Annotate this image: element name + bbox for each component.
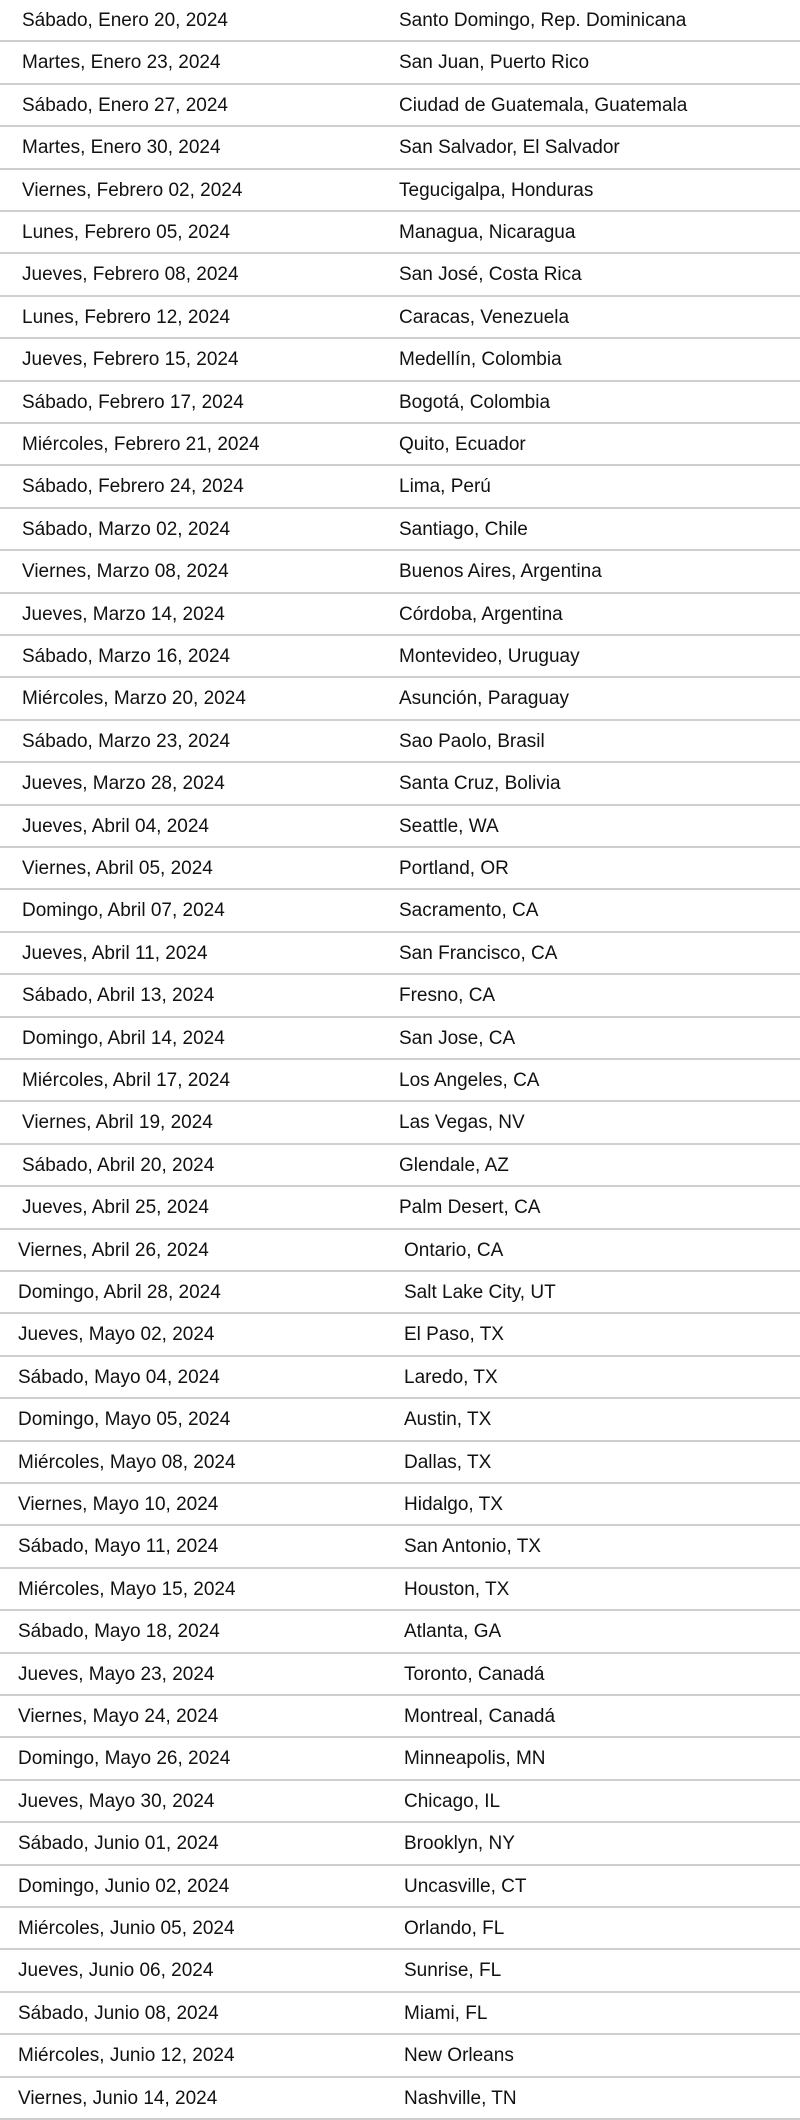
table-row bbox=[0, 1993, 800, 2035]
tour-city-cell: Austin, TX bbox=[404, 1409, 492, 1431]
table-row bbox=[0, 42, 800, 84]
tour-date-cell: Jueves, Abril 11, 2024 bbox=[22, 942, 208, 964]
tour-date-cell: Martes, Enero 30, 2024 bbox=[22, 137, 221, 159]
tour-date-cell: Sábado, Febrero 24, 2024 bbox=[22, 476, 244, 498]
tour-date-cell: Miércoles, Junio 05, 2024 bbox=[18, 1918, 235, 1939]
table-row bbox=[0, 1357, 800, 1399]
table-row bbox=[0, 1569, 800, 1611]
tour-city-cell: Montevideo, Uruguay bbox=[399, 646, 580, 667]
tour-date-cell: Miércoles, Mayo 08, 2024 bbox=[18, 1451, 236, 1473]
tour-city-cell: Medellín, Colombia bbox=[399, 349, 562, 371]
table-row bbox=[0, 1272, 800, 1314]
table-row bbox=[0, 297, 800, 339]
tour-city-cell: Managua, Nicaragua bbox=[399, 222, 576, 243]
tour-date-cell: Jueves, Mayo 02, 2024 bbox=[18, 1324, 215, 1346]
tour-city-cell: Hidalgo, TX bbox=[404, 1494, 503, 1515]
table-row bbox=[0, 2035, 800, 2077]
table-row bbox=[0, 763, 800, 805]
table-row bbox=[0, 975, 800, 1017]
tour-date-cell: Viernes, Abril 26, 2024 bbox=[18, 1239, 209, 1261]
table-row bbox=[0, 1654, 800, 1696]
table-row bbox=[0, 1908, 800, 1950]
tour-city-cell: Toronto, Canadá bbox=[404, 1663, 545, 1685]
tour-date-cell: Sábado, Mayo 18, 2024 bbox=[18, 1621, 220, 1643]
table-row bbox=[0, 1060, 800, 1102]
tour-city-cell: Córdoba, Argentina bbox=[399, 603, 563, 625]
tour-city-cell: Nashville, TN bbox=[404, 2087, 517, 2109]
tour-city-cell: San Jose, CA bbox=[399, 1027, 516, 1049]
tour-date-cell: Domingo, Junio 02, 2024 bbox=[18, 1875, 230, 1897]
table-row bbox=[0, 1950, 800, 1992]
tour-date-cell: Sábado, Marzo 23, 2024 bbox=[22, 730, 231, 752]
tour-city-cell: Ciudad de Guatemala, Guatemala bbox=[399, 94, 688, 116]
tour-date-cell: Viernes, Abril 19, 2024 bbox=[22, 1112, 213, 1134]
tour-date-cell: Viernes, Febrero 02, 2024 bbox=[22, 179, 243, 201]
tour-date-cell: Sábado, Junio 08, 2024 bbox=[18, 2002, 219, 2024]
table-row bbox=[0, 636, 800, 678]
tour-city-cell: San Salvador, El Salvador bbox=[399, 137, 620, 159]
tour-date-cell: Jueves, Marzo 28, 2024 bbox=[22, 773, 225, 795]
table-row bbox=[0, 1145, 800, 1187]
table-row bbox=[0, 1611, 800, 1653]
table-row bbox=[0, 1738, 800, 1780]
table-row bbox=[0, 1866, 800, 1908]
table-row bbox=[0, 721, 800, 763]
table-row bbox=[0, 678, 800, 720]
table-row bbox=[0, 1399, 800, 1441]
tour-city-cell: Houston, TX bbox=[404, 1578, 510, 1600]
table-row bbox=[0, 2078, 800, 2120]
table-row bbox=[0, 551, 800, 593]
table-row bbox=[0, 806, 800, 848]
tour-date-cell: Domingo, Mayo 26, 2024 bbox=[18, 1748, 231, 1770]
tour-city-cell: New Orleans bbox=[404, 2045, 514, 2067]
tour-city-cell: Lima, Perú bbox=[399, 476, 491, 498]
tour-date-cell: Sábado, Mayo 04, 2024 bbox=[18, 1366, 220, 1388]
tour-city-cell: Chicago, IL bbox=[404, 1790, 501, 1812]
tour-city-cell: Caracas, Venezuela bbox=[399, 306, 570, 328]
tour-city-cell: San Juan, Puerto Rico bbox=[399, 52, 590, 74]
tour-city-cell: Uncasville, CT bbox=[404, 1875, 527, 1897]
table-row bbox=[0, 1781, 800, 1823]
tour-city-cell: Seattle, WA bbox=[399, 815, 499, 837]
tour-date-cell: Jueves, Febrero 08, 2024 bbox=[22, 264, 239, 286]
tour-date-cell: Martes, Enero 23, 2024 bbox=[22, 52, 221, 74]
tour-city-cell: Atlanta, GA bbox=[404, 1621, 502, 1643]
table-row bbox=[0, 85, 800, 127]
tour-city-cell: Dallas, TX bbox=[404, 1451, 492, 1473]
tour-date-cell: Jueves, Febrero 15, 2024 bbox=[22, 349, 239, 371]
tour-date-cell: Viernes, Abril 05, 2024 bbox=[22, 858, 213, 879]
table-row bbox=[0, 212, 800, 254]
tour-city-cell: Asunción, Paraguay bbox=[399, 688, 570, 710]
tour-date-cell: Miércoles, Marzo 20, 2024 bbox=[22, 688, 246, 710]
table-row bbox=[0, 339, 800, 381]
tour-city-cell: Glendale, AZ bbox=[399, 1154, 509, 1176]
tour-date-cell: Sábado, Marzo 02, 2024 bbox=[22, 518, 231, 540]
tour-date-cell: Sábado, Febrero 17, 2024 bbox=[22, 391, 244, 413]
tour-city-cell: Tegucigalpa, Honduras bbox=[399, 179, 594, 201]
tour-date-cell: Sábado, Mayo 11, 2024 bbox=[18, 1536, 219, 1558]
table-row bbox=[0, 1823, 800, 1865]
table-row bbox=[0, 1442, 800, 1484]
tour-city-cell: Las Vegas, NV bbox=[399, 1112, 525, 1134]
table-row bbox=[0, 0, 800, 42]
tour-city-cell: Fresno, CA bbox=[399, 985, 496, 1007]
table-row bbox=[0, 594, 800, 636]
tour-date-cell: Domingo, Abril 07, 2024 bbox=[22, 900, 225, 922]
tour-city-cell: Minneapolis, MN bbox=[404, 1748, 546, 1770]
tour-date-cell: Jueves, Abril 04, 2024 bbox=[22, 815, 209, 837]
table-row bbox=[0, 890, 800, 932]
tour-city-cell: Orlando, FL bbox=[404, 1918, 505, 1939]
tour-city-cell: Sao Paolo, Brasil bbox=[399, 730, 545, 752]
table-row bbox=[0, 1484, 800, 1526]
table-row bbox=[0, 1696, 800, 1738]
table-row bbox=[0, 1102, 800, 1144]
tour-date-cell: Sábado, Junio 01, 2024 bbox=[18, 1833, 219, 1855]
tour-city-cell: Sacramento, CA bbox=[399, 900, 539, 922]
tour-date-cell: Domingo, Mayo 05, 2024 bbox=[18, 1409, 231, 1431]
tour-city-cell: Los Angeles, CA bbox=[399, 1070, 540, 1091]
tour-city-cell: Palm Desert, CA bbox=[399, 1197, 541, 1219]
table-row bbox=[0, 382, 800, 424]
tour-date-cell: Viernes, Mayo 10, 2024 bbox=[18, 1494, 219, 1515]
tour-city-cell: Quito, Ecuador bbox=[399, 434, 526, 455]
tour-date-cell: Jueves, Marzo 14, 2024 bbox=[22, 603, 225, 625]
table-row bbox=[0, 1187, 800, 1229]
table-row bbox=[0, 127, 800, 169]
tour-date-cell: Jueves, Junio 06, 2024 bbox=[18, 1960, 214, 1982]
tour-city-cell: Miami, FL bbox=[404, 2002, 488, 2024]
tour-date-cell: Domingo, Abril 28, 2024 bbox=[18, 1282, 221, 1303]
tour-date-cell: Domingo, Abril 14, 2024 bbox=[22, 1027, 225, 1049]
tour-city-cell: Ontario, CA bbox=[404, 1239, 504, 1261]
tour-city-cell: Montreal, Canadá bbox=[404, 1706, 556, 1727]
tour-date-cell: Sábado, Enero 20, 2024 bbox=[22, 10, 229, 31]
tour-date-cell: Lunes, Febrero 12, 2024 bbox=[22, 306, 231, 328]
table-row bbox=[0, 1314, 800, 1356]
tour-date-cell: Viernes, Marzo 08, 2024 bbox=[22, 561, 229, 583]
table-row bbox=[0, 424, 800, 466]
table-row bbox=[0, 509, 800, 551]
tour-city-cell: San José, Costa Rica bbox=[399, 264, 582, 286]
tour-date-cell: Sábado, Abril 20, 2024 bbox=[22, 1154, 215, 1176]
tour-city-cell: Santa Cruz, Bolivia bbox=[399, 773, 561, 795]
tour-city-cell: Santiago, Chile bbox=[399, 518, 528, 540]
tour-city-cell: Portland, OR bbox=[399, 858, 509, 879]
table-row bbox=[0, 848, 800, 890]
tour-city-cell: Santo Domingo, Rep. Dominicana bbox=[399, 10, 687, 31]
tour-date-cell: Sábado, Abril 13, 2024 bbox=[22, 985, 215, 1007]
tour-city-cell: Salt Lake City, UT bbox=[404, 1282, 556, 1303]
tour-date-cell: Miércoles, Junio 12, 2024 bbox=[18, 2045, 235, 2067]
tour-date-cell: Miércoles, Mayo 15, 2024 bbox=[18, 1578, 236, 1600]
tour-city-cell: Bogotá, Colombia bbox=[399, 391, 551, 413]
table-row bbox=[0, 254, 800, 296]
tour-date-cell: Sábado, Marzo 16, 2024 bbox=[22, 646, 231, 667]
table-row bbox=[0, 933, 800, 975]
tour-date-cell: Jueves, Mayo 30, 2024 bbox=[18, 1790, 215, 1812]
tour-city-cell: Brooklyn, NY bbox=[404, 1833, 515, 1855]
tour-date-cell: Viernes, Junio 14, 2024 bbox=[18, 2087, 218, 2109]
table-row bbox=[0, 1526, 800, 1568]
tour-city-cell: Buenos Aires, Argentina bbox=[399, 561, 602, 583]
tour-date-cell: Sábado, Enero 27, 2024 bbox=[22, 94, 229, 116]
table-row bbox=[0, 1018, 800, 1060]
table-row bbox=[0, 1230, 800, 1272]
tour-city-cell: San Francisco, CA bbox=[399, 942, 558, 964]
table-row bbox=[0, 170, 800, 212]
tour-date-cell: Jueves, Mayo 23, 2024 bbox=[18, 1663, 215, 1685]
tour-date-cell: Miércoles, Febrero 21, 2024 bbox=[22, 434, 260, 455]
tour-date-cell: Jueves, Abril 25, 2024 bbox=[22, 1197, 209, 1219]
tour-city-cell: Sunrise, FL bbox=[404, 1960, 502, 1982]
tour-city-cell: San Antonio, TX bbox=[404, 1536, 541, 1558]
tour-date-cell: Viernes, Mayo 24, 2024 bbox=[18, 1706, 219, 1727]
tour-city-cell: Laredo, TX bbox=[404, 1366, 498, 1388]
tour-date-cell: Lunes, Febrero 05, 2024 bbox=[22, 222, 231, 243]
tour-date-cell: Miércoles, Abril 17, 2024 bbox=[22, 1070, 231, 1091]
tour-city-cell: El Paso, TX bbox=[404, 1324, 504, 1346]
table-row bbox=[0, 466, 800, 508]
